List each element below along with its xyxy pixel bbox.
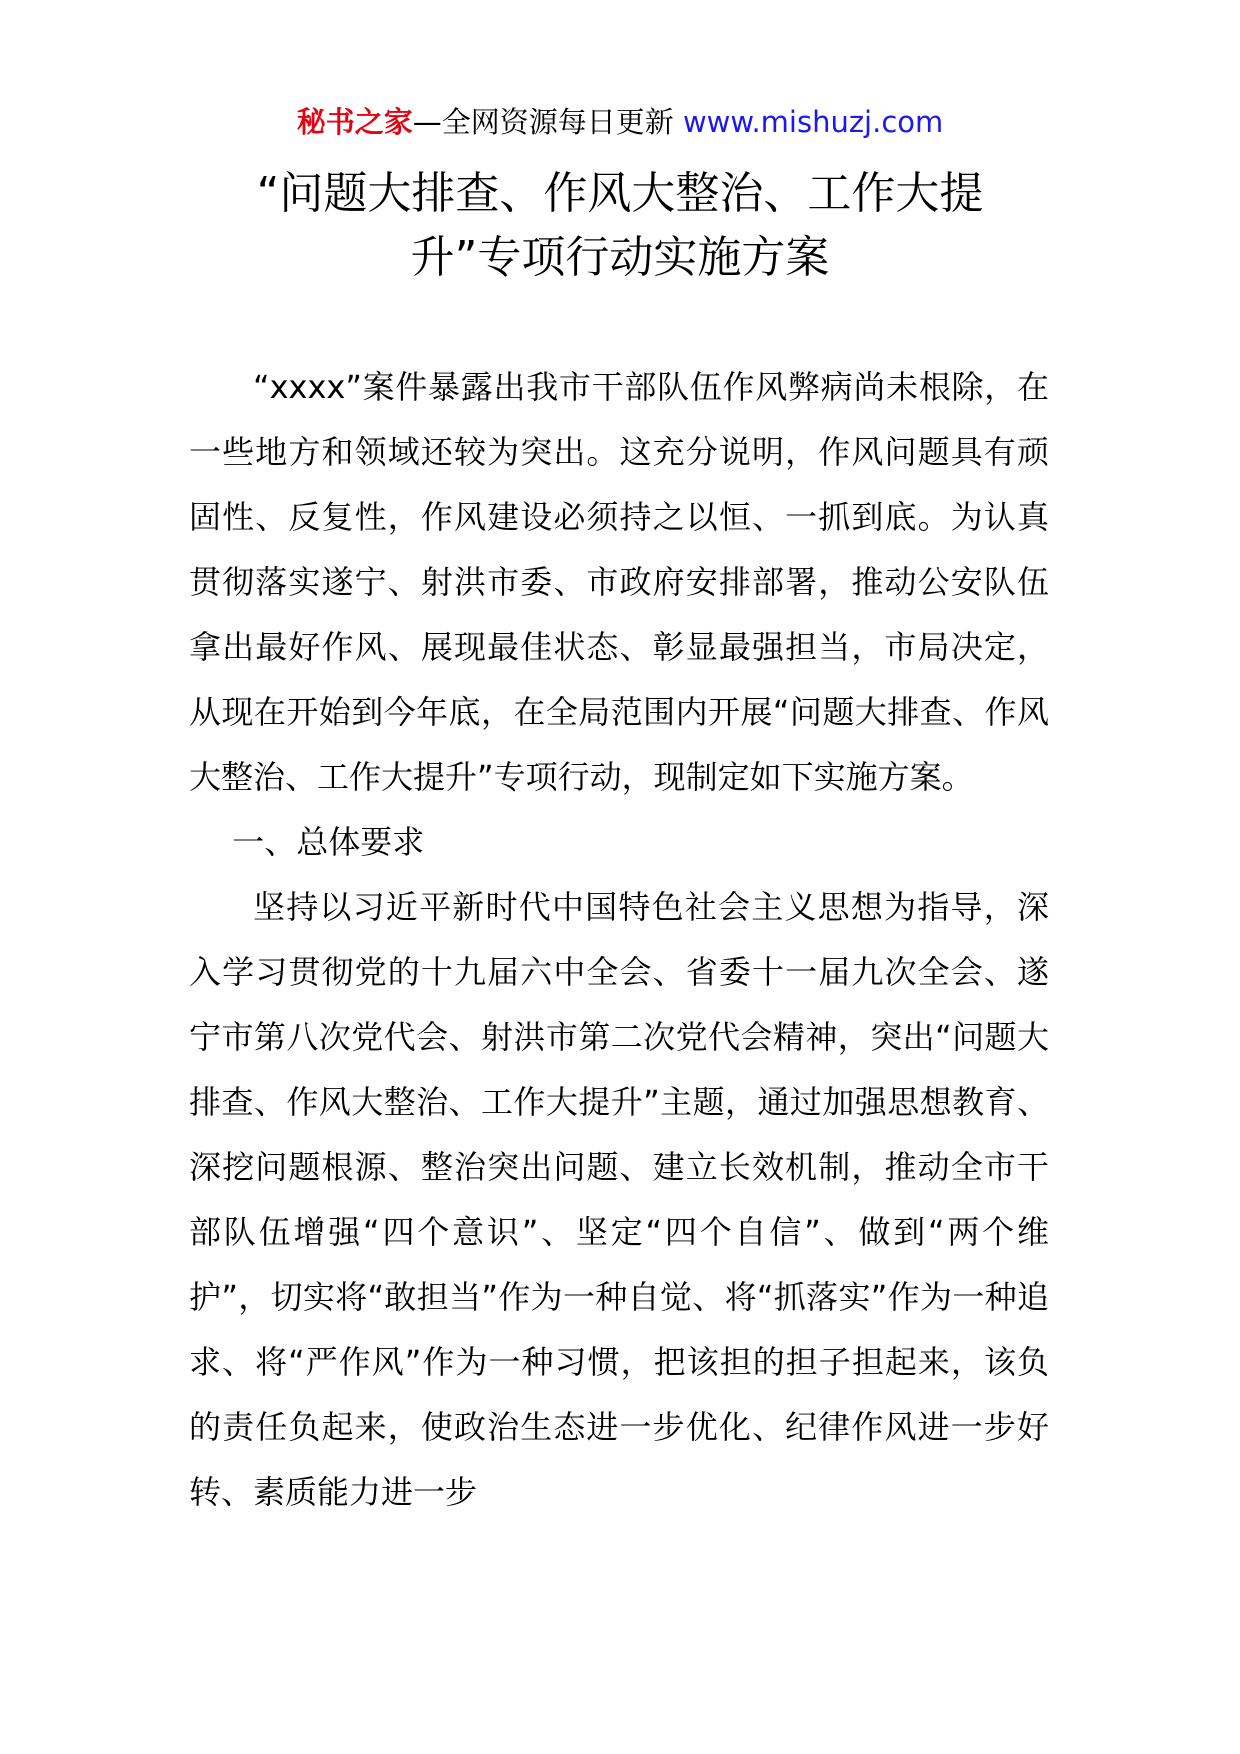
site-header: [0, 100, 1240, 144]
document-title-line-2: 升”专项行动实施方案: [410, 232, 830, 283]
header-slogan: —全网资源每日更新: [412, 105, 674, 139]
document-title-line-1: “问题大排查、作风大整治、工作大提: [256, 168, 984, 219]
document-title: [0, 162, 1240, 290]
brand-name: 秘书之家: [296, 105, 413, 139]
site-url-link[interactable]: www.mishuzj.com: [682, 105, 944, 139]
general-requirements-paragraph: 坚持以习近平新时代中国特色社会主义思想为指导，深入学习贯彻党的十九届六中全会、省委十一届九次全会、遂宁市第八次党代会、射洪市第二次党代会精神，突出“问题大排查、作风大整治、工作大提升”主题，通过加强思想教育、深挖问题根源、整治突出问题、建立长效机制，推动全市干部队伍增强“四个意识”、坚定“四个自信”、做到“两个维护”，切实将“敢担当”作为一种自觉、将“抓落实”作为一种追求、将“严作风”作为一种习惯，把该担的担子担起来，该负的责任负起来，使政治生态进一步优化、纪律作风进一步好转、素质能力进一步: [189, 888, 1049, 1511]
intro-paragraph: “xxxx”案件暴露出我市干部队伍作风弊病尚未根除，在一些地方和领域还较为突出。这充分说明，作风问题具有顽固性、反复性，作风建设必须持之以恒、一抓到底。为认真贯彻落实遂宁、射洪市委、市政府安排部署，推动公安队伍拿出最好作风、展现最佳状态、彰显最强担当，市局决定，从现在开始到今年底，在全局范围内开展“问题大排查、作风大整治、工作大提升”专项行动，现制定如下实施方案。: [189, 368, 1049, 796]
document-body: [189, 355, 1049, 1525]
section-heading-general-requirements: 一、总体要求: [232, 823, 425, 861]
